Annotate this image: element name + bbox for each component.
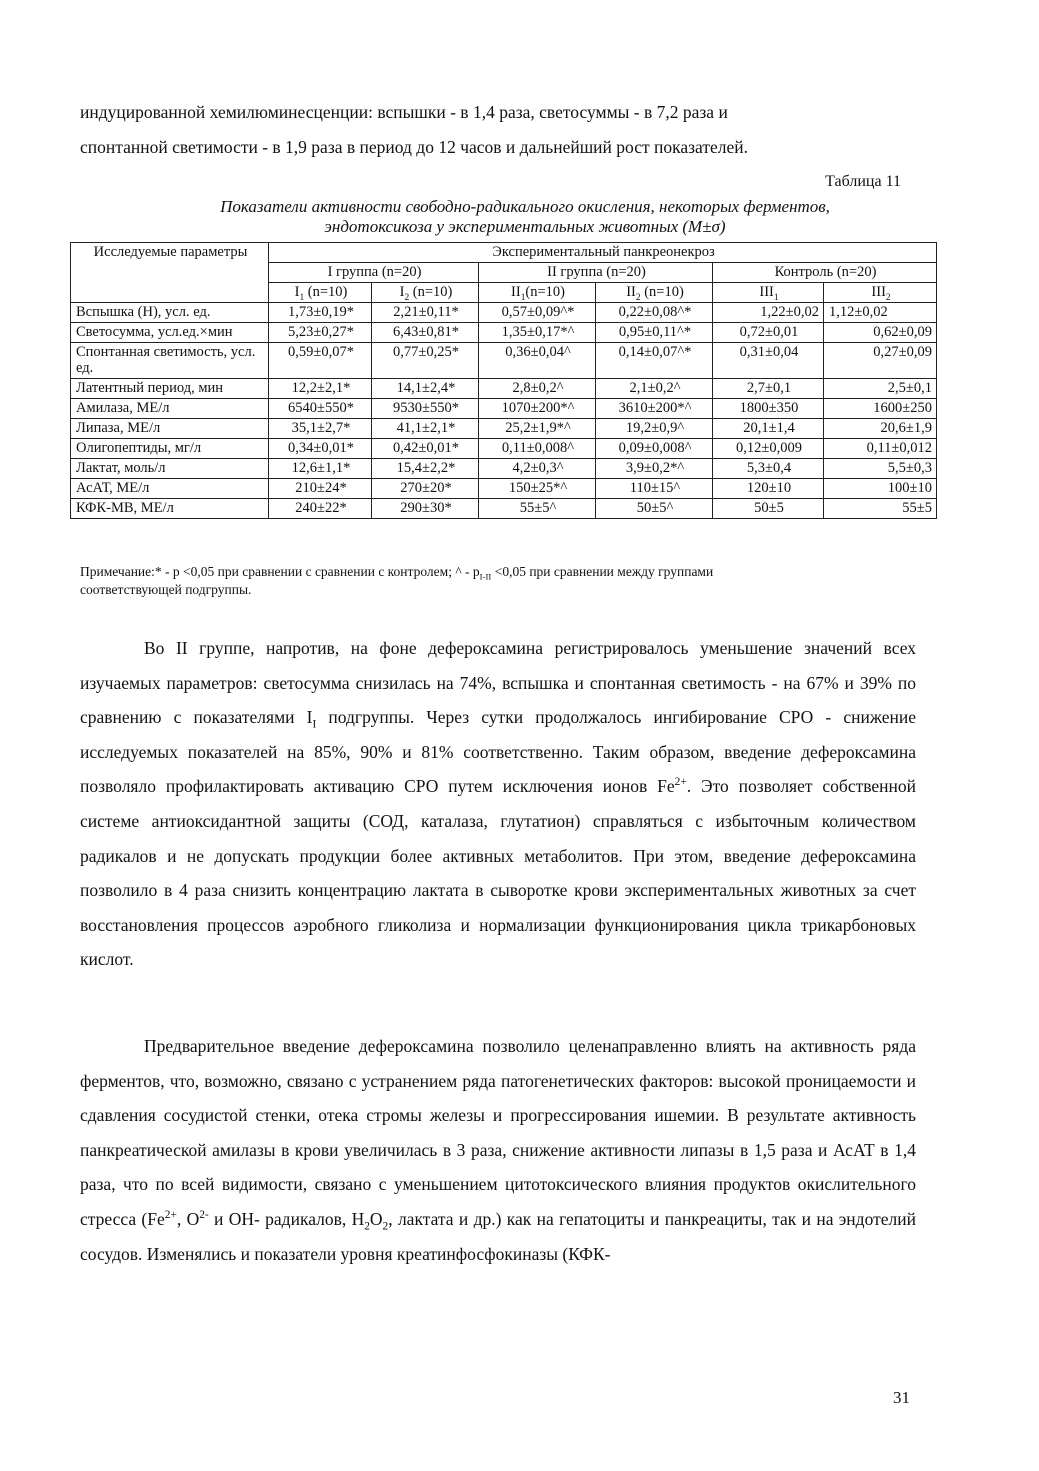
header-row-1 [71, 243, 937, 263]
value-cell: 1600±250 [824, 399, 937, 419]
value-cell: 6540±550* [269, 399, 372, 419]
value-cell: 15,4±2,2* [372, 459, 479, 479]
value-cell: 0,22±0,08^* [596, 303, 713, 323]
intro-text [80, 95, 916, 164]
value-cell: 0,62±0,09 [824, 323, 937, 343]
param-cell: Светосумма, усл.ед.×мин [71, 323, 269, 343]
value-cell: 12,2±2,1* [269, 379, 372, 399]
table-row [71, 479, 937, 499]
header-group-1: I группа (n=20) [269, 263, 479, 283]
value-cell: 12,6±1,1* [269, 459, 372, 479]
value-cell: 0,11±0,012 [824, 439, 937, 459]
value-cell: 240±22* [269, 499, 372, 519]
value-cell: 1800±350 [713, 399, 824, 419]
param-cell: Вспышка (Н), усл. ед. [71, 303, 269, 323]
value-cell: 2,21±0,11* [372, 303, 479, 323]
intro-line-1: индуцированной хемилюминесценции: вспышки - в 1,4 раза, светосуммы - в 7,2 раза и [80, 102, 728, 122]
value-cell: 14,1±2,4* [372, 379, 479, 399]
intro-line-2: спонтанной светимости - в 1,9 раза в период до 12 часов и дальнейший рост показателей. [80, 136, 749, 157]
page-number: 31 [893, 1388, 910, 1407]
value-cell: 20,1±1,4 [713, 419, 824, 439]
value-cell: 3,9±0,2*^ [596, 459, 713, 479]
value-cell: 5,5±0,3 [824, 459, 937, 479]
subgroup-iii1: $III_1$ [713, 283, 824, 303]
value-cell: 0,12±0,009 [713, 439, 824, 459]
table-row [71, 379, 937, 399]
param-cell: Олигопептиды, мг/л [71, 439, 269, 459]
param-cell: Спонтанная светимость, усл. ед. [71, 343, 269, 379]
subgroup-i2: $I_2$ (n=10) [372, 283, 479, 303]
value-cell: 2,5±0,1 [824, 379, 937, 399]
value-cell: 20,6±1,9 [824, 419, 937, 439]
value-cell: 270±20* [372, 479, 479, 499]
header-control: Контроль (n=20) [713, 263, 937, 283]
value-cell: 1,12±0,02 [824, 303, 937, 323]
subgroup-iii2: $III_2$ [824, 283, 937, 303]
table-row [71, 343, 937, 379]
value-cell: 55±5 [824, 499, 937, 519]
value-cell: 0,36±0,04^ [479, 343, 596, 379]
header-experiment: Экспериментальный панкреонекроз [269, 243, 937, 263]
value-cell: 0,09±0,008^ [596, 439, 713, 459]
results-table [70, 242, 937, 519]
table-row [71, 303, 937, 323]
table-row [71, 419, 937, 439]
value-cell: 150±25*^ [479, 479, 596, 499]
value-cell: 41,1±2,1* [372, 419, 479, 439]
value-cell: 110±15^ [596, 479, 713, 499]
table-row [71, 439, 937, 459]
value-cell: 3610±200*^ [596, 399, 713, 419]
subgroup-i1: $I_1$ (n=10) [269, 283, 372, 303]
value-cell: 2,7±0,1 [713, 379, 824, 399]
value-cell: 210±24* [269, 479, 372, 499]
value-cell: 25,2±1,9*^ [479, 419, 596, 439]
table-label: Таблица 11 [825, 173, 901, 190]
value-cell: 0,31±0,04 [713, 343, 824, 379]
value-cell: 2,8±0,2^ [479, 379, 596, 399]
subgroup-ii2: $II_2$ (n=10) [596, 283, 713, 303]
param-cell: Амилаза, МЕ/л [71, 399, 269, 419]
subgroup-ii1: $II_1(n=10)$ [479, 283, 596, 303]
value-cell: 0,34±0,01* [269, 439, 372, 459]
value-cell: 19,2±0,9^ [596, 419, 713, 439]
value-cell: 0,42±0,01* [372, 439, 479, 459]
param-cell: Латентный период, мин [71, 379, 269, 399]
table-row [71, 399, 937, 419]
value-cell: 1,22±0,02 [713, 303, 824, 323]
value-cell: 50±5^ [596, 499, 713, 519]
value-cell: 290±30* [372, 499, 479, 519]
value-cell: 1,73±0,19* [269, 303, 372, 323]
paragraph-2: Предварительное введение дефероксамина позволило целенаправленно влиять на активность ряда ферментов, что, возможно, связано с устранением ряда патогенетических факторов: высокой проницаемости и сдавления сосудистой стенки, отека стромы железы и прогрессирования ишемии. В результате активность панкреатической амилазы в крови увеличилась в 3 раза, снижение активности липазы в 1,5 раза и АсАТ в 1,4 раза, что по всей видимости, связано с уменьшением цитотоксического влияния продуктов окислительного стресса ($Fe^{2+}$, $O^{2-}$ и OH- радикалов, $H_2O_2$, лактата и др.) как на гепатоциты и панкреациты, так и на эндотелий сосудов. Изменялись и показатели уровня креатинфосфокиназы (КФК- [80, 1036, 916, 1264]
table-caption-line-2: эндотоксикоза у экспериментальных животных (М±σ) [324, 217, 726, 236]
value-cell: 0,77±0,25* [372, 343, 479, 379]
table-caption-line-1: Показатели активности свободно-радикального окисления, некоторых ферментов, [220, 197, 830, 216]
value-cell: 9530±550* [372, 399, 479, 419]
value-cell: 35,1±2,7* [269, 419, 372, 439]
value-cell: 0,95±0,11^* [596, 323, 713, 343]
value-cell: 6,43±0,81* [372, 323, 479, 343]
value-cell: 5,3±0,4 [713, 459, 824, 479]
value-cell: 4,2±0,3^ [479, 459, 596, 479]
value-cell: 55±5^ [479, 499, 596, 519]
value-cell: 5,23±0,27* [269, 323, 372, 343]
value-cell: 2,1±0,2^ [596, 379, 713, 399]
value-cell: 0,72±0,01 [713, 323, 824, 343]
value-cell: 1,35±0,17*^ [479, 323, 596, 343]
value-cell: 100±10 [824, 479, 937, 499]
param-cell: Липаза, МЕ/л [71, 419, 269, 439]
value-cell: 120±10 [713, 479, 824, 499]
param-cell: КФК-МВ, МЕ/л [71, 499, 269, 519]
value-cell: 50±5 [713, 499, 824, 519]
value-cell: 0,27±0,09 [824, 343, 937, 379]
table-row [71, 499, 937, 519]
value-cell: 1070±200*^ [479, 399, 596, 419]
value-cell: 0,57±0,09^* [479, 303, 596, 323]
param-cell: Лактат, моль/л [71, 459, 269, 479]
param-cell: АсАТ, МЕ/л [71, 479, 269, 499]
value-cell: 0,14±0,07^* [596, 343, 713, 379]
header-group-2: II группа (n=20) [479, 263, 713, 283]
paragraph-1: Во II группе, напротив, на фоне дефероксамина регистрировалось уменьшение значений всех изучаемых параметров: светосумма снизилась на 74%, вспышка и спонтанная светимость - на 67% и 39% по сравнению с показателями $I_I$ подгруппы. Через сутки продолжалось ингибирование СРО - снижение исследуемых показателей на 85%, 90% и 81% соответственно. Таким образом, введение дефероксамина позволяло профилактировать активацию СРО путем исключения ионов $Fe^{2+}$. Это позволяет собственной системе антиоксидантной защиты (СОД, каталаза, глутатион) справляться с избыточным количеством радикалов и не допускать продукции более активных метаболитов. При этом, введение дефероксамина позволило в 4 раза снизить концентрацию лактата в сыворотке крови экспериментальных животных за счет восстановления процессов аэробного гликолиза и нормализации функционирования цикла трикарбоновых кислот. [80, 638, 917, 970]
table-note: Примечание:* - р <0,05 при сравнении с сравнении с контролем; ^ - $р_{I-II} <0,05$ при сравнении между группами соответствующей подгруппы. [80, 564, 714, 597]
value-cell: 0,11±0,008^ [479, 439, 596, 459]
table-caption [80, 197, 970, 237]
table-row [71, 323, 937, 343]
header-params: Исследуемые параметры [71, 243, 269, 303]
table-row [71, 459, 937, 479]
value-cell: 0,59±0,07* [269, 343, 372, 379]
